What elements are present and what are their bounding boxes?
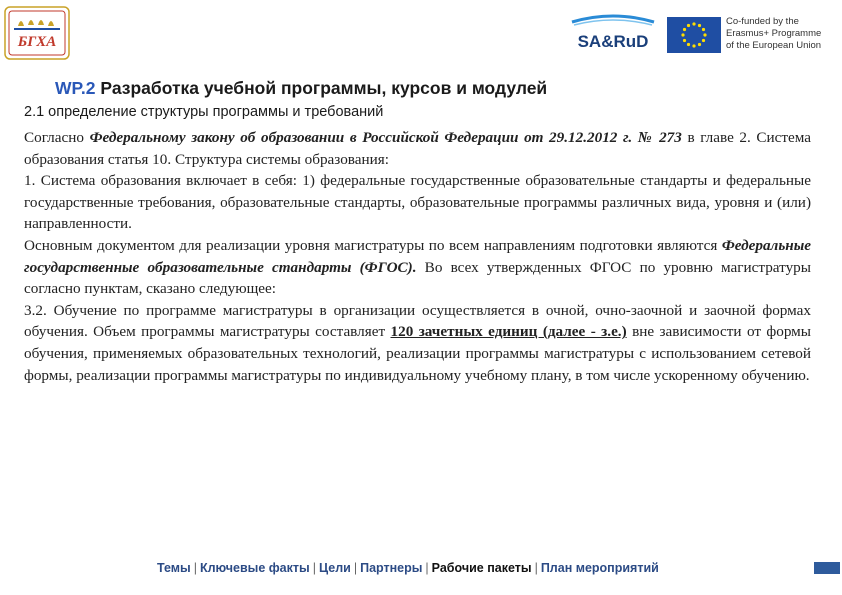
nav-separator: | — [425, 561, 429, 575]
footer-nav — [157, 561, 659, 575]
law-reference: Федеральному закону об образовании в Российской Федерации от 29.12.2012 г. № 273 — [89, 129, 682, 146]
paragraph-credits: 3.2. Обучение по программе магистратуры в организации осуществляется в очной, очно-заочной и заочной формах обучения. Объем программы магистратуры составляет 120 зачетных единиц (далее - з.е.) вне зависимости от формы обучения, применяемых образовательных технологий, реализации программы магистратуры с использованием сетевой формы, реализации программы магистратуры по индивидуальному учебному плану, в том числе ускоренному обучению. — [24, 301, 811, 384]
nav-item-goals[interactable]: Цели — [318, 561, 351, 575]
section-subtitle: 2.1 определение структуры программы и требований — [24, 104, 384, 120]
sarud-logo — [566, 14, 660, 54]
paragraph-fgos: Основным документом для реализации уровня магистратуры по всем направлениям подготовки являются Федеральные государственные образовательные стандарты (ФГОС). Во всех утвержденных ФГОС по уровню магистратуры согласно пунктам, сказано следующее: — [24, 236, 811, 298]
paragraph-system: 1. Система образования включает в себя: 1) федеральные государственные образовательные стандарты и федеральные государственные требования, образовательные стандарты, образовательные программы различных вида, уровня и (или) направленности. — [24, 172, 811, 233]
eu-text-line: Erasmus+ Programme — [726, 28, 822, 39]
university-logo — [4, 6, 70, 60]
credits-highlight: 120 зачетных единиц (далее - з.е.) — [390, 323, 627, 341]
eu-flag-icon — [667, 17, 721, 53]
nav-separator: | — [534, 561, 538, 575]
body-text — [24, 127, 811, 386]
nav-item-action-plan[interactable]: План мероприятий — [540, 561, 659, 575]
sarud-logo-text: SA&RuD — [577, 32, 649, 51]
wp-number: WP.2 — [55, 78, 96, 98]
nav-separator: | — [193, 561, 197, 575]
nav-separator: | — [312, 561, 316, 575]
nav-separator: | — [353, 561, 358, 575]
university-logo-text: БГХА — [17, 34, 57, 50]
eu-cofunded-text — [726, 16, 838, 52]
eu-text-line: of the European Union — [726, 40, 822, 51]
nav-item-partners[interactable]: Партнеры — [360, 561, 423, 575]
nav-item-work-packages[interactable]: Рабочие пакеты — [431, 561, 532, 575]
nav-item-topics[interactable]: Темы — [157, 561, 191, 575]
slide-title — [55, 78, 547, 99]
slide-title-text: Разработка учебной программы, курсов и модулей — [100, 78, 548, 98]
fgos-reference: Федеральные государственные образовательные стандарты (ФГОС). — [24, 236, 811, 276]
nav-item-key-facts[interactable]: Ключевые факты — [199, 561, 310, 575]
corner-marker — [814, 562, 840, 574]
paragraph-law: Согласно Федеральному закону об образовании в Российской Федерации от 29.12.2012 г. № 273 в главе 2. Система образования статья 10. Структура системы образования: — [24, 129, 812, 168]
eu-text-line: Co-funded by the — [726, 16, 799, 27]
